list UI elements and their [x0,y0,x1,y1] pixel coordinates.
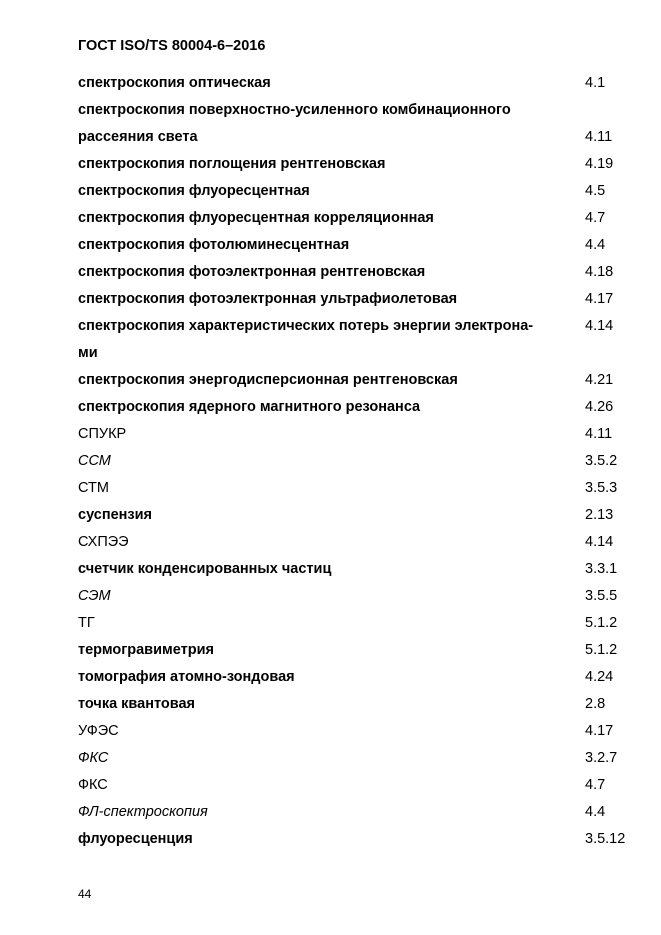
index-term: спектроскопия поверхностно-усиленного комбинационного [78,102,511,118]
index-term: спектроскопия энергодисперсионная рентгеновская [78,372,458,388]
index-entry [0,826,661,853]
index-term: точка квантовая [78,696,195,712]
index-term: ФКС [78,750,109,766]
index-ref: 4.14 [585,318,614,334]
index-entry [0,367,661,394]
index-entry [0,259,661,286]
index-ref: 3.5.2 [585,453,618,469]
index-ref: 4.7 [585,777,606,793]
index-entry [0,394,661,421]
index-term: томография атомно-зондовая [78,669,295,685]
index-ref: 5.1.2 [585,642,618,658]
index-entry [0,556,661,583]
index-term: СХПЭЭ [78,534,129,550]
index-entry [0,286,661,313]
index-list [0,70,661,853]
index-term: спектроскопия характеристических потерь энергии электрона- [78,318,534,334]
index-ref: 4.26 [585,399,614,415]
index-term: спектроскопия поглощения рентгеновская [78,156,386,172]
index-entry [0,772,661,799]
index-entry [0,529,661,556]
index-entry [0,475,661,502]
index-term: СТМ [78,480,109,496]
index-ref: 4.5 [585,183,606,199]
index-ref: 2.13 [585,507,614,523]
index-entry [0,232,661,259]
index-ref: 4.11 [585,129,613,145]
index-term: ФКС [78,777,108,793]
index-entry [0,637,661,664]
index-entry [0,583,661,610]
index-term: спектроскопия флуоресцентная [78,183,310,199]
index-ref: 4.21 [585,372,614,388]
index-term: спектроскопия оптическая [78,75,271,91]
index-ref: 4.7 [585,210,606,226]
index-term: ССМ [78,453,111,469]
index-ref: 4.4 [585,804,606,820]
index-term: спектроскопия фотолюминесцентная [78,237,350,253]
index-entry [0,205,661,232]
document-header: ГОСТ ISO/TS 80004-6–2016 [78,38,266,54]
page-number: 44 [78,887,92,901]
index-entry [0,610,661,637]
index-term: спектроскопия ядерного магнитного резонанса [78,399,421,415]
index-ref: 4.17 [585,291,614,307]
index-ref: 3.3.1 [585,561,618,577]
index-ref: 4.1 [585,75,606,91]
index-ref: 3.5.12 [585,831,626,847]
index-entry [0,70,661,97]
index-entry [0,97,661,124]
index-term: рассеяния света [78,129,198,145]
index-ref: 4.19 [585,156,614,172]
index-ref: 3.5.5 [585,588,618,604]
index-term: СЭМ [78,588,111,604]
index-entry [0,718,661,745]
index-entry [0,745,661,772]
index-entry [0,691,661,718]
index-entry [0,664,661,691]
index-ref: 4.11 [585,426,613,442]
index-ref: 4.4 [585,237,606,253]
index-ref: 3.5.3 [585,480,618,496]
index-entry [0,799,661,826]
index-entry [0,151,661,178]
index-entry [0,502,661,529]
index-ref: 4.14 [585,534,614,550]
index-term: флуоресценция [78,831,193,847]
index-term: спектроскопия фотоэлектронная ультрафиолетовая [78,291,458,307]
index-term: спектроскопия флуоресцентная корреляционная [78,210,434,226]
index-term: ТГ [78,615,95,631]
index-term: термогравиметрия [78,642,214,658]
index-ref: 2.8 [585,696,606,712]
index-entry [0,421,661,448]
index-term: ФЛ-спектроскопия [78,804,208,820]
index-ref: 4.24 [585,669,614,685]
index-ref: 4.17 [585,723,614,739]
index-term: счетчик конденсированных частиц [78,561,332,577]
index-ref: 4.18 [585,264,614,280]
index-term: УФЭС [78,723,119,739]
index-entry [0,124,661,151]
index-entry [0,340,661,367]
index-ref: 3.2.7 [585,750,618,766]
index-entry [0,448,661,475]
index-term: ми [78,345,98,361]
index-ref: 5.1.2 [585,615,618,631]
index-term: суспензия [78,507,152,523]
index-entry [0,313,661,340]
index-entry [0,178,661,205]
index-term: СПУКР [78,426,127,442]
index-term: спектроскопия фотоэлектронная рентгеновская [78,264,426,280]
